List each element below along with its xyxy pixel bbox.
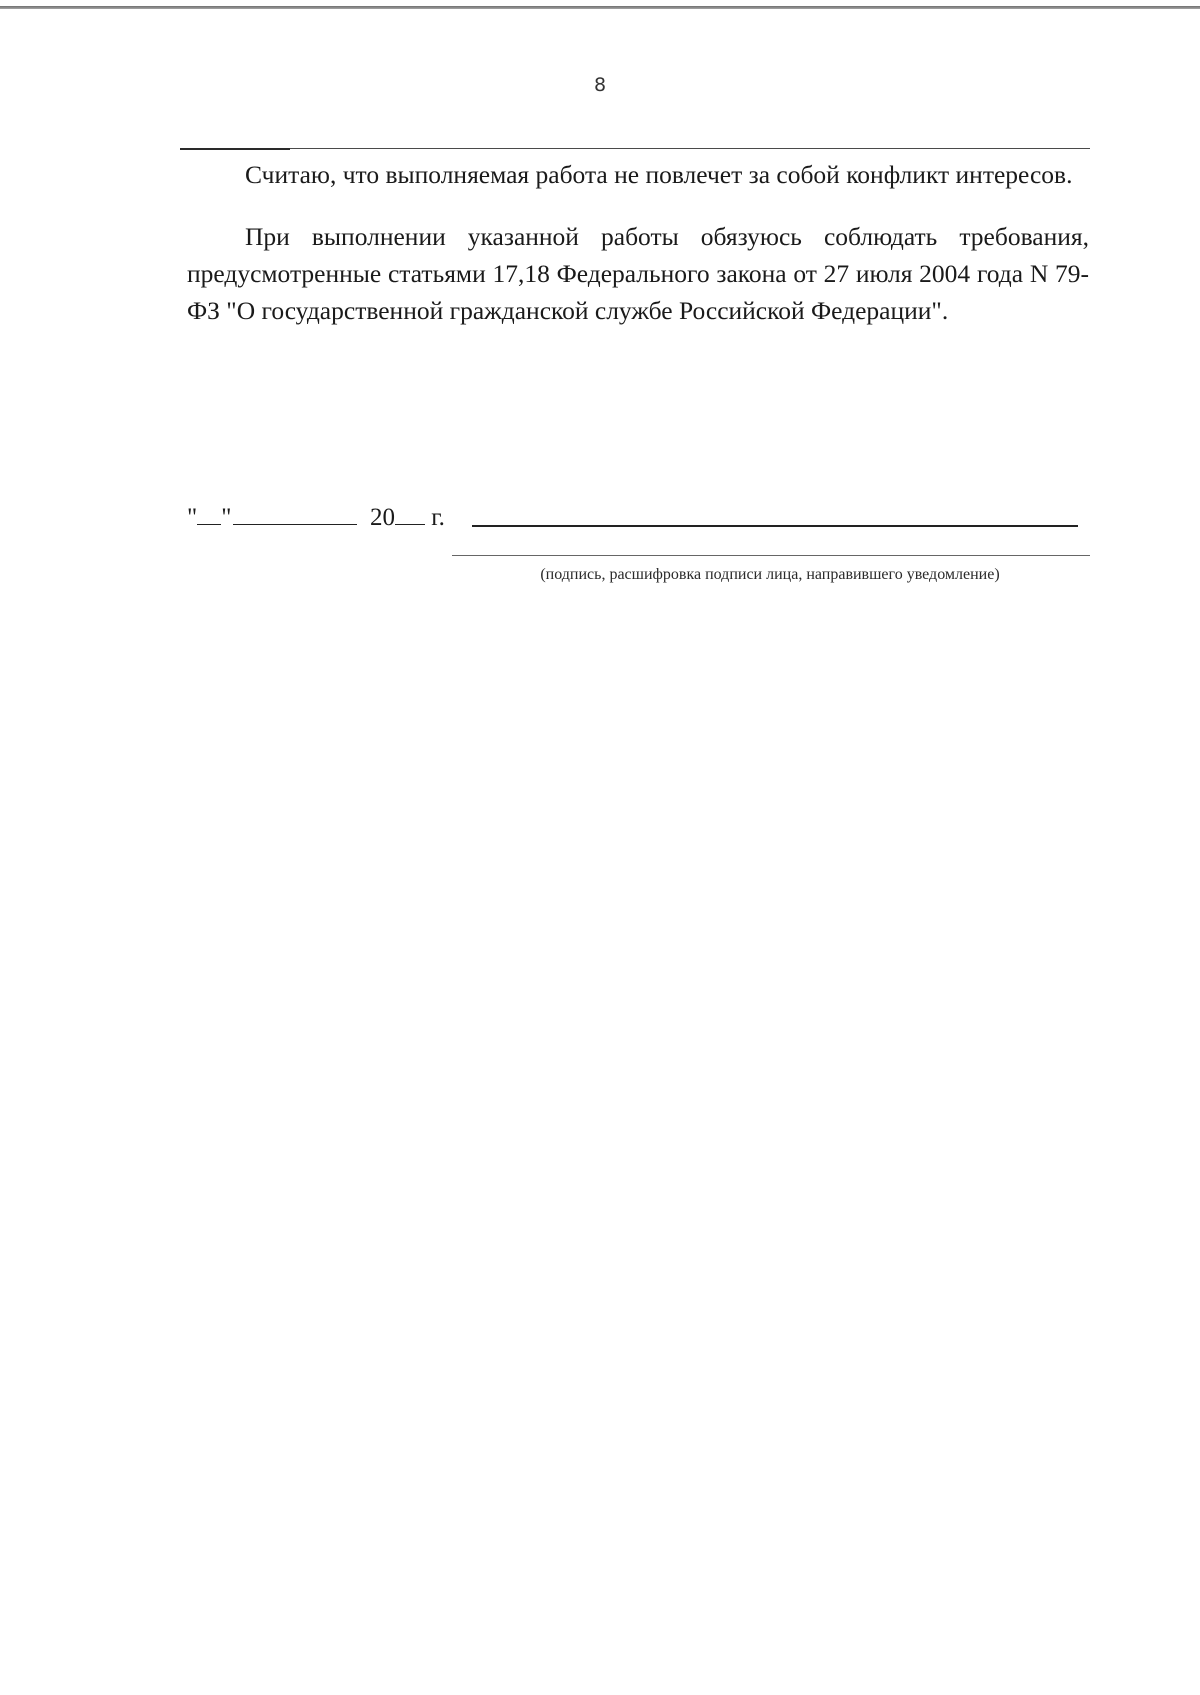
- paragraph-obligations: При выполнении указанной работы обязуюсь соблюдать требования, предусмотренные статьями 17,18 Федерального закона от 27 июля 2004 года N 79-ФЗ "О государственной гражданской службе Российской Федерации".: [187, 222, 1089, 325]
- date-quote-close: ": [221, 504, 232, 531]
- document-body: [187, 156, 1089, 329]
- header-rule: [180, 148, 1090, 149]
- date-line: [187, 502, 445, 532]
- signature-caption: (подпись, расшифровка подписи лица, направившего уведомление): [540, 566, 1000, 583]
- date-century: 20: [369, 504, 395, 531]
- date-month-blank: [233, 502, 357, 525]
- date-day-blank: [197, 502, 221, 525]
- signature-line: [472, 525, 1078, 527]
- header-rule-accent: [180, 148, 290, 150]
- page-number: 8: [593, 74, 607, 96]
- date-year-suffix: г.: [431, 504, 445, 531]
- scan-edge-line: [0, 6, 1200, 9]
- date-year-blank: [395, 502, 425, 525]
- date-quote-open: ": [187, 504, 198, 531]
- signature-underline: [452, 555, 1090, 556]
- paragraph-conflict-of-interest: Считаю, что выполняемая работа не повлечет за собой конфликт интересов.: [245, 160, 1073, 189]
